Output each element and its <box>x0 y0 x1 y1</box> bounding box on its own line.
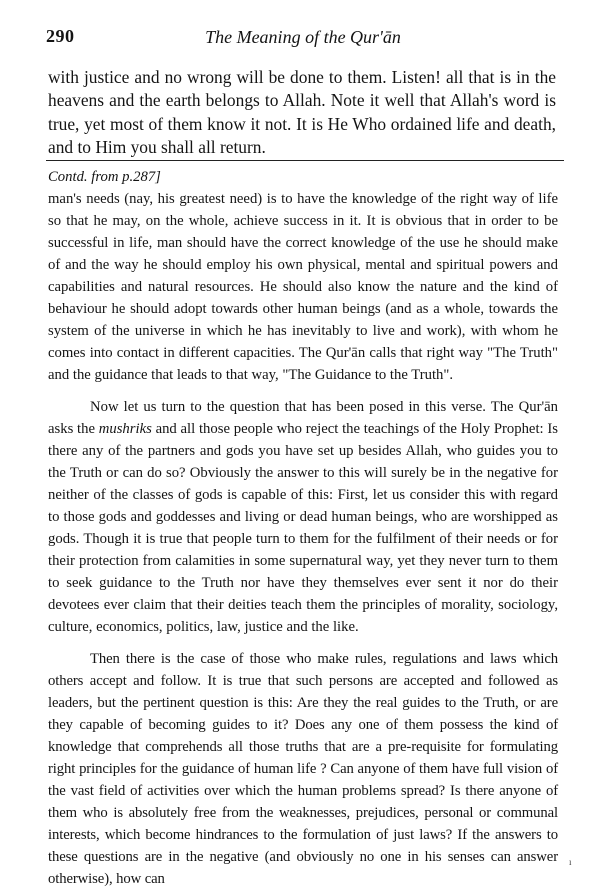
running-title: The Meaning of the Qur'ān <box>205 27 401 47</box>
commentary-paragraph-2 <box>48 396 558 638</box>
continued-note: Contd. from p.287] <box>48 169 161 185</box>
verse-translation <box>48 66 556 160</box>
margin-mark: ı <box>569 857 572 867</box>
term-mushriks: mushriks <box>98 421 152 437</box>
page-header <box>46 26 560 52</box>
verse-text: with justice and no wrong will be done to them. Listen! all that is in the heavens and the earth belongs to Allah. Note it well that Allah's word is true, yet most of them know it not. It is He Who ordained life and death, and to Him you shall all return. <box>48 67 556 158</box>
section-divider <box>46 160 564 161</box>
commentary-paragraph-1: man's needs (nay, his greatest need) is to have the knowledge of the right way of life so that he may, on the whole, achieve success in it. It is obvious that in order to be successful in life, man should have the correct knowledge of the use he should make of and the way he should employ his own physical, mental and spiritual powers and capabilities and natural resources. He should also know the nature and the kind of behaviour he should adopt towards other human beings (and as a whole, towards the system of the universe in which he has inevitably to live and work), with whom he comes into contact in different capacities. The Qur'ān calls that right way "The Truth" and the guidance that leads to that way, "The Guidance to the Truth". <box>48 191 558 383</box>
paragraph-2-text-start: Now let us turn to the question that has been posed in this verse. The Qur'ān asks the <box>48 399 558 437</box>
commentary-paragraph-3: Then there is the case of those who make rules, regulations and laws which others accept and follow. It is true that such persons are accepted and followed as leaders, but the pertinent question is this: Are they the real guides to the Truth, or are they capable of becoming guides to it? Does any one of them possess the kind of knowledge that comprehends all those truths that are a pre-requisite for formulating right principles for the guidance of human life ? Can anyone of them have full vision of the vast field of activities over which the human problems spread? Is there anyone of them who is absolutely free from the weaknesses, prejudices, personal or communal interests, which become hindrances to the formulation of just laws? If the answers to these questions are in the negative (and obviously no one in his senses can answer otherwise), how can <box>48 651 558 887</box>
page-number: 290 <box>46 26 75 46</box>
paragraph-2-text-end: and all those people who reject the teachings of the Holy Prophet: Is there any of the partners and gods you have set up besides Allah, who guides you to the Truth or can do so? Obviously the answer to this will surely be in the negative for neither of the classes of gods is capable of this: First, let us consider this with regard to those gods and goddesses and living or dead human beings, who are worshipped as gods. Though it is true that people turn to them for the fulfilment of their needs or for their protection from calamities in some supernatural way, yet they never turn to them to seek guidance to the Truth nor have they themselves ever sent it nor do their devotees ever claim that their deities teach them the principles of morality, sociology, culture, economics, politics, law, justice and the like. <box>48 421 558 635</box>
commentary <box>48 166 558 890</box>
